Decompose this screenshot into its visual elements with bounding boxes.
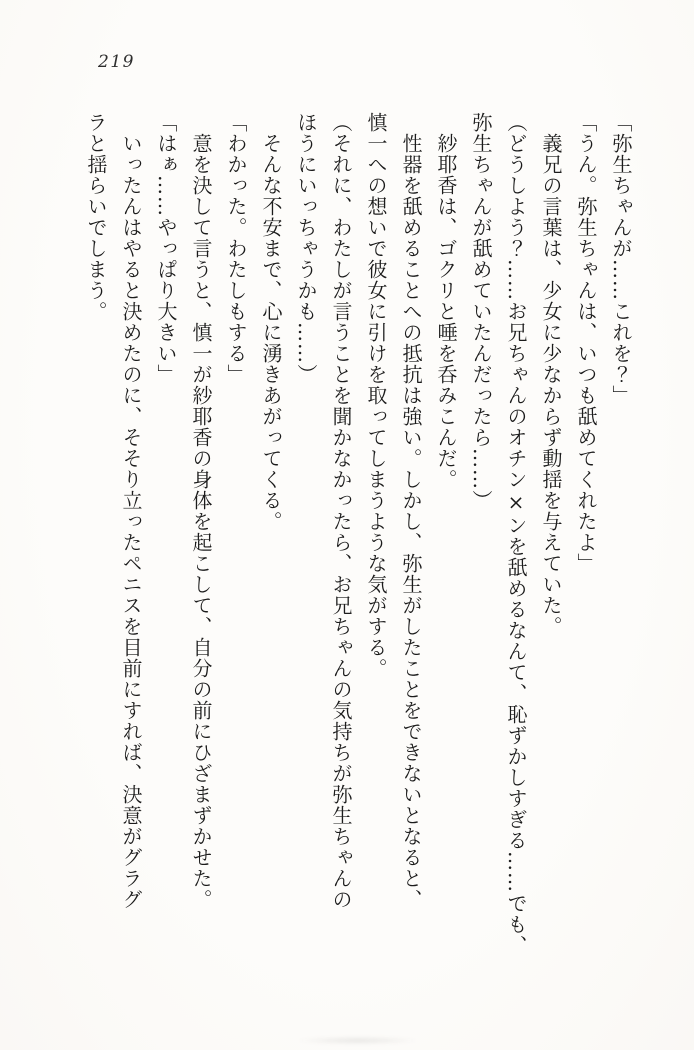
text-column: 「弥生ちゃんが……これを？」 <box>609 112 633 406</box>
text-column: いったんはやると決めたのに、そそり立ったペニスを目前にすれば、決意がグラグ <box>119 133 143 910</box>
page-number: 219 <box>98 52 135 72</box>
text-column: 紗耶香は、ゴクリと唾を呑みこんだ。 <box>434 133 458 490</box>
text-column: 義兄の言葉は、少女に少なからず動揺を与えていた。 <box>539 133 563 637</box>
text-column: 性器を舐めることへの抵抗は強い。しかし、弥生がしたことをできないとなると、 <box>399 133 423 910</box>
text-column: （どうしよう？……お兄ちゃんのオチン×ンを舐めるなんて、恥ずかしすぎる……でも、 <box>504 112 528 956</box>
text-column: そんな不安まで、心に湧きあがってくる。 <box>259 133 283 532</box>
text-column: 「はぁ……やっぱり大きい」 <box>154 112 178 385</box>
scan-smudge-artifact <box>295 1036 420 1045</box>
text-column: （それに、わたしが言うことを聞かなかったら、お兄ちゃんの気持ちが弥生ちゃんの <box>329 112 353 910</box>
text-column: 「うん。弥生ちゃんは、いつも舐めてくれたよ」 <box>574 112 598 574</box>
text-column: ほうにいっちゃうかも……） <box>294 112 318 385</box>
text-column: 弥生ちゃんが舐めていたんだったら……） <box>469 112 493 511</box>
text-column: ラと揺らいでしまう。 <box>84 112 108 322</box>
text-column: 意を決して言うと、慎一が紗耶香の身体を起こして、自分の前にひざまずかせた。 <box>189 133 213 910</box>
text-block <box>78 112 638 964</box>
text-column: 慎一への想いで彼女に引けを取ってしまうような気がする。 <box>364 112 388 679</box>
text-column: 「わかった。わたしもする」 <box>224 112 248 385</box>
